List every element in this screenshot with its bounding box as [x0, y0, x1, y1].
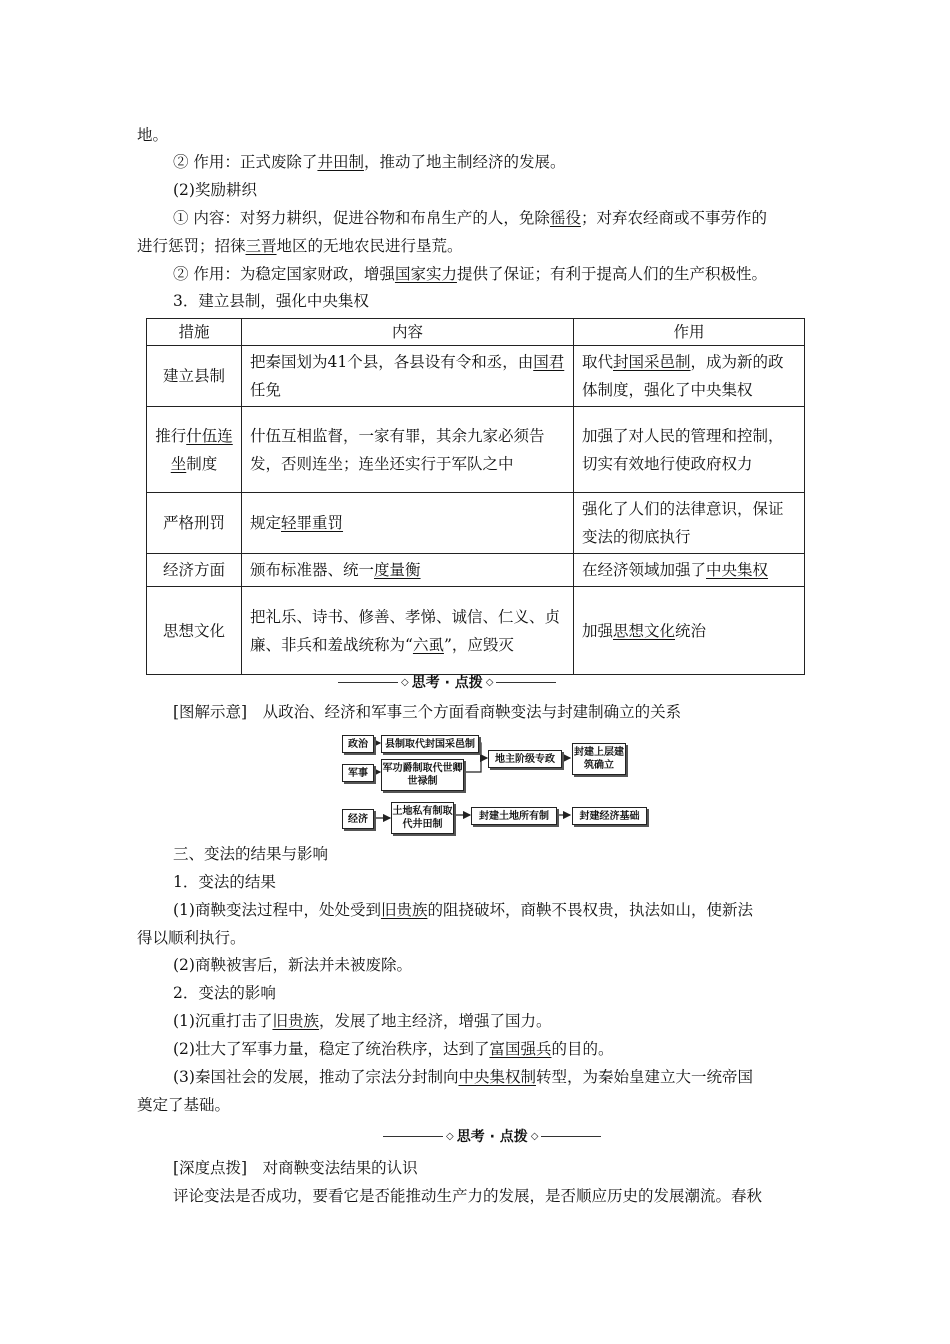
key-term: 徭役 — [549, 209, 581, 227]
subsection-heading: 1．变法的结果 — [173, 873, 276, 891]
key-term: 国家实力 — [394, 265, 457, 283]
key-term: 思想文化 — [613, 621, 676, 640]
content-cell: 把礼乐、诗书、修善、孝悌、诚信、仁义、贞廉、非兵和羞战统称为“六虱”，应毁灭 — [242, 587, 574, 675]
diagram-node-private-land: 土地私有制取代井田制 — [391, 802, 454, 834]
diamond-icon: ◇ — [446, 1130, 454, 1142]
section-divider — [383, 1125, 601, 1147]
diagram-node-politics: 政治 — [342, 735, 374, 753]
measure-cell: 推行什伍连坐制度 — [147, 407, 242, 493]
measure-cell: 经济方面 — [147, 554, 242, 587]
diamond-icon: ◇ — [485, 676, 494, 688]
text-line: (2)商鞅被害后，新法并未被废除。 — [173, 956, 412, 974]
key-term: 旧贵族 — [272, 1012, 319, 1030]
text-line: (1)商鞅变法过程中，处处受到旧贵族的阻挠破坏，商鞅不畏权贵，执法如山，使新法 — [173, 901, 753, 919]
text-line: 得以顺利执行。 — [137, 929, 246, 947]
key-term: 井田制 — [317, 153, 364, 171]
key-term: 什伍连坐 — [170, 426, 233, 473]
column-header: 内容 — [242, 319, 574, 346]
key-term: 三晋 — [245, 237, 277, 255]
diagram-caption: [图解示意] 从政治、经济和军事三个方面看商鞅变法与封建制确立的关系 — [173, 703, 682, 721]
key-term: 旧贵族 — [380, 901, 428, 919]
text-line: (1)沉重打击了旧贵族，发展了地主经济，增强了国力。 — [173, 1012, 552, 1030]
diagram-node-merit-system: 军功爵制取代世卿世禄制 — [381, 759, 464, 791]
section-heading: 3．建立县制，强化中央集权 — [173, 292, 369, 310]
content-cell: 颁布标准器、统一度量衡 — [242, 554, 574, 587]
key-term: 封国采邑制 — [613, 353, 691, 371]
text-line: 地。 — [137, 126, 169, 144]
key-term: 富国强兵 — [489, 1040, 552, 1058]
text-line: ① 内容：对努力耕织，促进谷物和布帛生产的人，免除徭役；对弃农经商或不事劳作的 — [173, 209, 767, 227]
divider-rule — [541, 1136, 601, 1137]
key-term: 中央集权制 — [458, 1068, 536, 1086]
key-term: 中央集权 — [706, 561, 769, 579]
diagram-node-military: 军事 — [342, 764, 374, 782]
diagram-node-feudal-land: 封建土地所有制 — [471, 807, 557, 825]
subsection-heading: 2．变法的影响 — [173, 984, 276, 1002]
diagram-node-county-system: 县制取代封国采邑制 — [381, 735, 479, 753]
effect-cell: 加强了对人民的管理和控制，切实有效地行使政府权力 — [574, 407, 805, 493]
key-term: 六虱 — [412, 635, 444, 654]
text-line: ② 作用：为稳定国家财政，增强国家实力提供了保证；有利于提高人们的生产积极性。 — [173, 265, 767, 283]
effect-cell: 取代封国采邑制，成为新的政体制度，强化了中央集权 — [574, 346, 805, 407]
measure-cell: 建立县制 — [147, 346, 242, 407]
diamond-icon: ◇ — [530, 1130, 539, 1142]
measure-cell: 严格刑罚 — [147, 493, 242, 554]
measure-cell: 思想文化 — [147, 587, 242, 675]
content-cell: 什伍互相监督，一家有罪，其余九家必须告发，否则连坐；连坐还实行于军队之中 — [242, 407, 574, 493]
text-line: 进行惩罚；招徕三晋地区的无地农民进行垦荒。 — [137, 237, 463, 255]
text-line: (3)秦国社会的发展，推动了宗法分封制向中央集权制转型，为秦始皇建立大一统帝国 — [173, 1068, 753, 1086]
diagram-node-superstructure: 封建上层建筑确立 — [572, 743, 626, 775]
key-term: 度量衡 — [374, 561, 421, 579]
divider-label: 思考 · 点拨 — [456, 1129, 528, 1145]
diagram-node-feudal-economy: 封建经济基础 — [572, 807, 647, 825]
text-line: (2)壮大了军事力量，稳定了统治秩序，达到了富国强兵的目的。 — [173, 1040, 614, 1058]
insight-heading: [深度点拨] 对商鞅变法结果的认识 — [173, 1159, 418, 1177]
key-term: 轻罪重罚 — [281, 514, 344, 532]
effect-cell: 在经济领域加强了中央集权 — [574, 554, 805, 587]
column-header: 作用 — [574, 319, 805, 346]
divider-label: 思考 · 点拨 — [411, 675, 483, 691]
divider-rule — [383, 1136, 443, 1137]
content-cell: 规定轻罪重罚 — [242, 493, 574, 554]
column-header: 措施 — [147, 319, 242, 346]
effect-cell: 强化了人们的法律意识，保证变法的彻底执行 — [574, 493, 805, 554]
text-line: 奠定了基础。 — [137, 1096, 231, 1114]
diamond-icon: ◇ — [401, 676, 409, 688]
text-line: ② 作用：正式废除了井田制，推动了地主制经济的发展。 — [173, 153, 566, 171]
section-heading: 三、变法的结果与影响 — [173, 845, 329, 863]
key-term: 国君 — [533, 353, 565, 371]
content-cell: 把秦国划为41个县，各县设有令和丞，由国君任免 — [242, 346, 574, 407]
diagram-node-economy: 经济 — [342, 809, 374, 829]
diagram-node-landlord-class: 地主阶级专政 — [488, 750, 562, 768]
effect-cell: 加强思想文化统治 — [574, 587, 805, 675]
text-line: 评论变法是否成功，要看它是否能推动生产力的发展，是否顺应历史的发展潮流。春秋 — [173, 1187, 763, 1205]
subsection-heading: (2)奖励耕织 — [173, 181, 257, 199]
